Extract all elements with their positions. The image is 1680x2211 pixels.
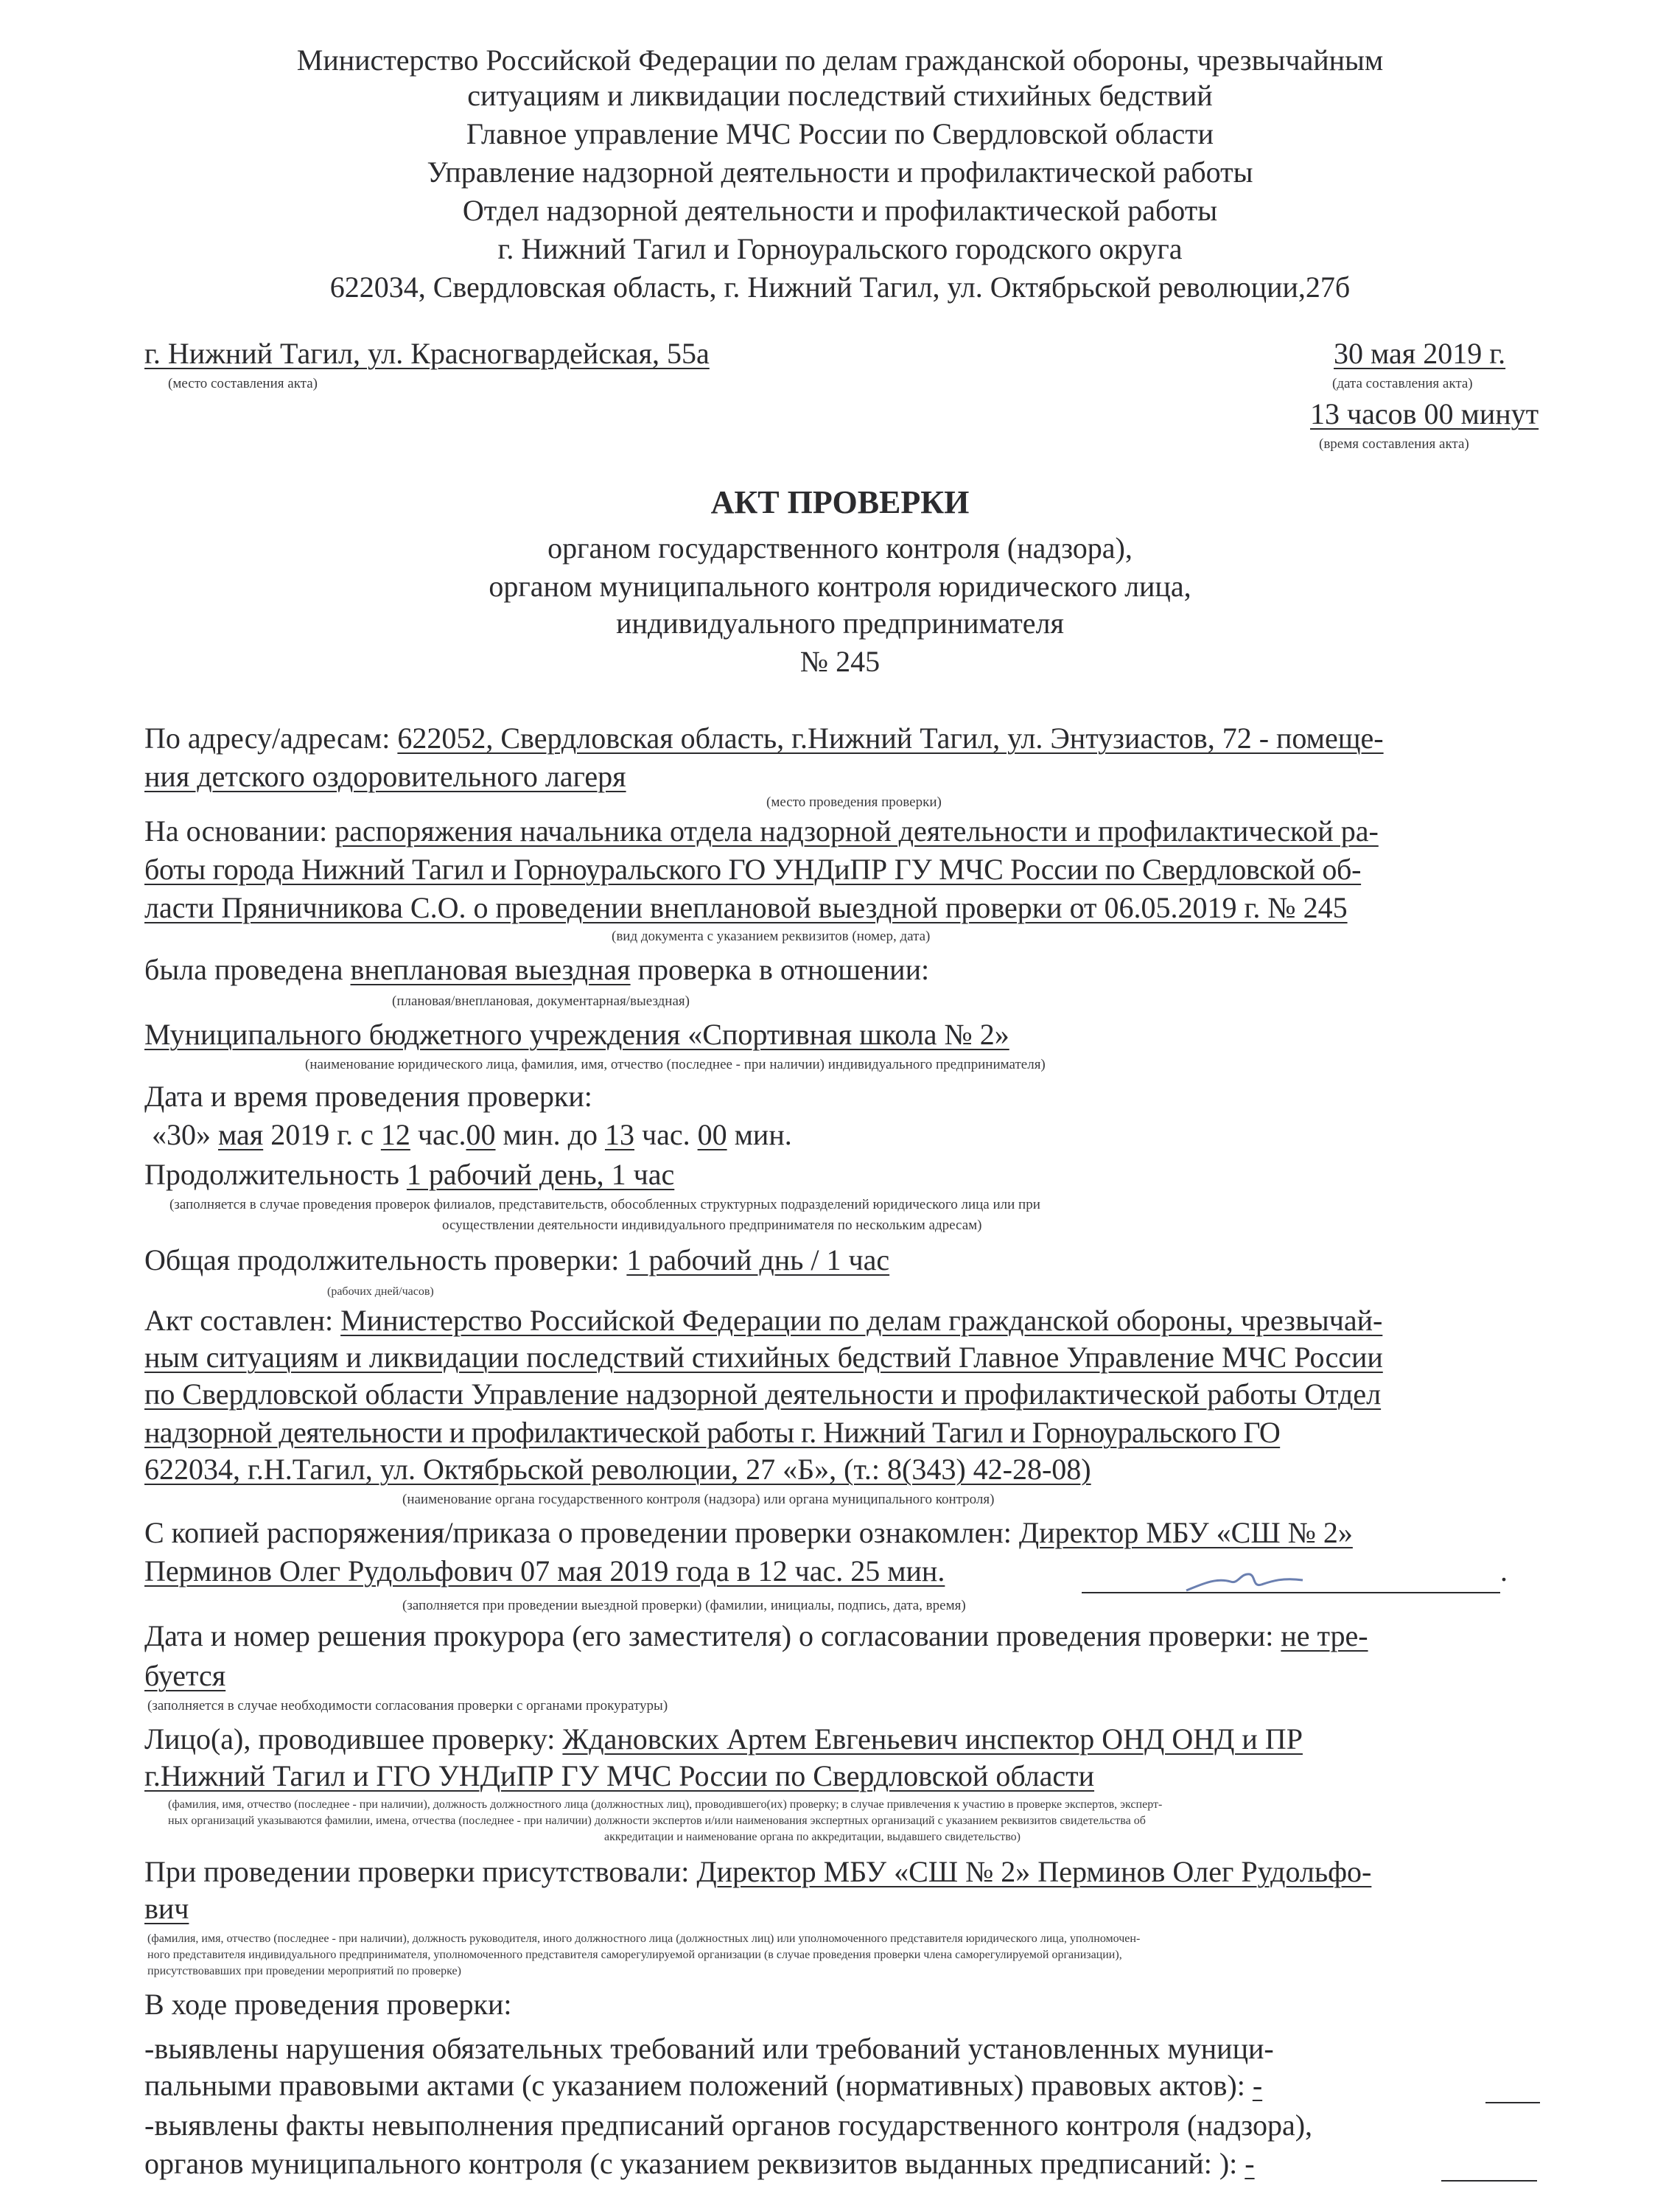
datetime-label: Дата и время проведения проверки: [144,1080,592,1113]
datetime-month: мая [218,1118,264,1151]
inspector-value-2: г.Нижний Тагил и ГГО УНДиПР ГУ МЧС России по Свердловской области [144,1759,1095,1792]
total-duration-value: 1 рабочий днь / 1 час [626,1243,890,1276]
present-note-1: (фамилия, имя, отчество (последнее - при наличии), должность руководителя, иного должностного лица (должностных лиц) или уполномоченного представителя юридического лица, уполномочен- [147,1932,1141,1945]
header-line-4: Управление надзорной деятельности и профилактической работы [427,156,1253,189]
datetime-hour-start: 12 [380,1118,410,1151]
inspector-label: Лицо(а), проводившее проверку: [144,1722,556,1756]
finding-1-text: пальными правовыми актами (с указанием положений (нормативных) правовых актов): [144,2069,1245,2102]
act-time-note: (время составления акта) [1319,436,1469,452]
prosecutor-row [144,1618,1368,1653]
act-subtitle-3: индивидуального предпринимателя [616,607,1064,640]
act-date-note: (дата составления акта) [1332,376,1473,391]
datetime-hour-end: 13 [604,1118,634,1151]
finding-1-blank [1485,2102,1540,2103]
act-time: 13 часов 00 минут [1310,397,1539,430]
copy-end: . [1500,1554,1508,1587]
address-value-1: 622052, Свердловская область, г.Нижний Тагил, ул. Энтузиастов, 72 - помеще- [397,722,1384,755]
header-line-5: Отдел надзорной деятельности и профилактической работы [462,194,1218,227]
address-row [144,721,1384,755]
datetime-day: «30» [152,1118,211,1151]
copy-note: (заполняется при проведении выездной проверки) (фамилии, инициалы, подпись, дата, время) [402,1598,966,1613]
act-by-value-3: по Свердловской области Управление надзорной деятельности и профилактической работы Отдел [144,1377,1382,1411]
header-line-2: ситуациям и ликвидации последствий стихийных бедствий [467,79,1213,112]
inspector-note-2: ных организаций указываются фамилии, имена, отчества (последнее - при наличии) должности экспертов и/или наименования экспертных организаций с указанием реквизитов свидетельства об [168,1814,1146,1827]
copy-value-2: Перминов Олег Рудольфович 07 мая 2019 года в 12 час. 25 мин. [144,1554,945,1587]
finding-2-line-1: -выявлены факты невыполнения предписаний органов государственного контроля (надзора), [144,2109,1313,2142]
datetime-year: 2019 г. с [263,1118,381,1151]
finding-2-value: - [1245,2147,1255,2180]
inspection-type-prefix: была проведена [144,953,343,986]
finding-2-text: органов муниципального контроля (с указанием реквизитов выданных предписаний: ): [144,2147,1238,2180]
act-date: 30 мая 2019 г. [1334,337,1506,370]
address-note: (место проведения проверки) [766,794,942,810]
present-value-2: вич [144,1892,189,1925]
basis-value-3: ласти Пряничникова С.О. о проведении внеплановой выездной проверки от 06.05.2019 г. № 245 [144,891,1348,924]
copy-label: С копией распоряжения/приказа о проведении проверки ознакомлен: [144,1516,1012,1549]
inspector-note-3: аккредитации и наименование органа по аккредитации, выдавшего свидетельство) [604,1831,1021,1843]
total-duration-note: (рабочих дней/часов) [327,1285,434,1298]
datetime-text-hour-2: час. [634,1118,698,1151]
present-note-3: присутствовавших при проведении мероприятий по проверке) [147,1965,461,1977]
finding-1-line-1: -выявлены нарушения обязательных требований или требований установленных муници- [144,2032,1274,2065]
datetime-min-start: 00 [466,1118,496,1151]
copy-row [144,1515,1353,1550]
total-duration-row [144,1243,889,1277]
duration-note-2: осуществлении деятельности индивидуального предпринимателя по нескольким адресам) [442,1218,982,1233]
address-value-2: ния детского оздоровительного лагеря [144,760,626,793]
total-duration-label: Общая продолжительность проверки: [144,1243,620,1276]
prosecutor-value-2: буется [144,1659,226,1692]
header-line-6: г. Нижний Тагил и Горноуральского городского округа [497,232,1183,265]
header-line-1: Министерство Российской Федерации по делам гражданской обороны, чрезвычайным [296,43,1384,77]
header-line-7: 622034, Свердловская область, г. Нижний Тагил, ул. Октябрьской революции,27б [329,270,1351,304]
act-place-note: (место составления акта) [168,376,318,391]
finding-1-value: - [1252,2069,1263,2102]
basis-value-1: распоряжения начальника отдела надзорной деятельности и профилактической ра- [335,814,1379,848]
prosecutor-note: (заполняется в случае необходимости согласования проверки с органами прокуратуры) [147,1698,668,1714]
act-subtitle-2: органом муниципального контроля юридического лица, [489,570,1191,603]
act-title: АКТ ПРОВЕРКИ [710,484,970,520]
act-by-value-2: ным ситуациям и ликвидации последствий стихийных бедствий Главное Управление МЧС России [144,1341,1383,1374]
basis-label: На основании: [144,814,328,848]
address-label: По адресу/адресам: [144,722,391,755]
act-number: № 245 [799,645,881,678]
inspection-type-row [144,952,929,987]
inspector-row [144,1722,1303,1756]
inspector-note-1: (фамилия, имя, отчество (последнее - при наличии), должность должностного лица (должностных лиц), проводившего(их) проверку; в случае привлечения к участию в проверке экспертов, эксперт- [168,1798,1163,1811]
inspection-type-suffix: проверка в отношении: [630,953,930,986]
basis-row [144,814,1379,848]
basis-value-2: боты города Нижний Тагил и Горноуральского ГО УНДиПР ГУ МЧС России по Свердловской об- [144,853,1362,886]
entity-note: (наименование юридического лица, фамилия, имя, отчество (последнее - при наличии) индивидуального предпринимателя) [305,1057,1046,1072]
inspection-type-note: (плановая/внеплановая, документарная/выездная) [392,993,690,1009]
inspection-type-value: внеплановая выездная [350,953,631,986]
act-by-value-5: 622034, г.Н.Тагил, ул. Октябрьской революции, 27 «Б», (т.: 8(343) 42-28-08) [144,1453,1091,1486]
datetime-row [152,1117,792,1152]
duration-note-1: (заполняется в случае проведения проверок филиалов, представительств, обособленных структурных подразделений юридического лица или при [169,1197,1040,1212]
act-by-label: Акт составлен: [144,1304,334,1337]
finding-2-blank [1441,2180,1537,2182]
finding-2-line-2 [144,2146,1255,2181]
present-label: При проведении проверки присутствовали: [144,1855,690,1888]
duration-row [144,1157,674,1192]
signature [1179,1562,1312,1599]
datetime-text-to: мин. до [495,1118,605,1151]
findings-label: В ходе проведения проверки: [144,1988,512,2021]
prosecutor-value-1: не тре- [1281,1619,1368,1652]
copy-value-1: Директор МБУ «СШ № 2» [1018,1516,1353,1549]
present-value-1: Директор МБУ «СШ № 2» Перминов Олег Рудольфо- [696,1855,1372,1888]
act-place: г. Нижний Тагил, ул. Красногвардейская, 55а [144,337,710,370]
act-by-note: (наименование органа государственного контроля (надзора) или органа муниципального контроля) [402,1492,995,1507]
copy-row-2 [144,1554,945,1588]
prosecutor-label: Дата и номер решения прокурора (его заместителя) о согласовании проведения проверки: [144,1619,1274,1652]
header-line-3: Главное управление МЧС России по Свердловской области [466,117,1214,150]
act-subtitle-1: органом государственного контроля (надзора), [547,531,1133,565]
duration-value: 1 рабочий день, 1 час [406,1158,675,1191]
duration-label: Продолжительность [144,1158,399,1191]
datetime-text-hour: час. [410,1118,466,1151]
basis-note: (вид документа с указанием реквизитов (номер, дата) [612,929,931,944]
act-by-value-4: надзорной деятельности и профилактической работы г. Нижний Тагил и Горноуральского ГО [144,1416,1281,1449]
datetime-text-min: мин. [727,1118,792,1151]
finding-1-line-2 [144,2068,1262,2103]
present-row [144,1854,1371,1889]
present-note-2: ного представителя индивидуального предпринимателя, уполномоченного представителя саморегулируемой организации (в случае проведения проверки члена саморегулируемой организации), [147,1949,1122,1961]
entity-name: Муниципального бюджетного учреждения «Спортивная школа № 2» [144,1018,1009,1051]
datetime-min-end: 00 [697,1118,727,1151]
inspector-value-1: Ждановских Артем Евгеньевич инспектор ОНД ОНД и ПР [562,1722,1303,1756]
act-by-row [144,1303,1382,1338]
act-by-value-1: Министерство Российской Федерации по делам гражданской обороны, чрезвычай- [340,1304,1383,1337]
